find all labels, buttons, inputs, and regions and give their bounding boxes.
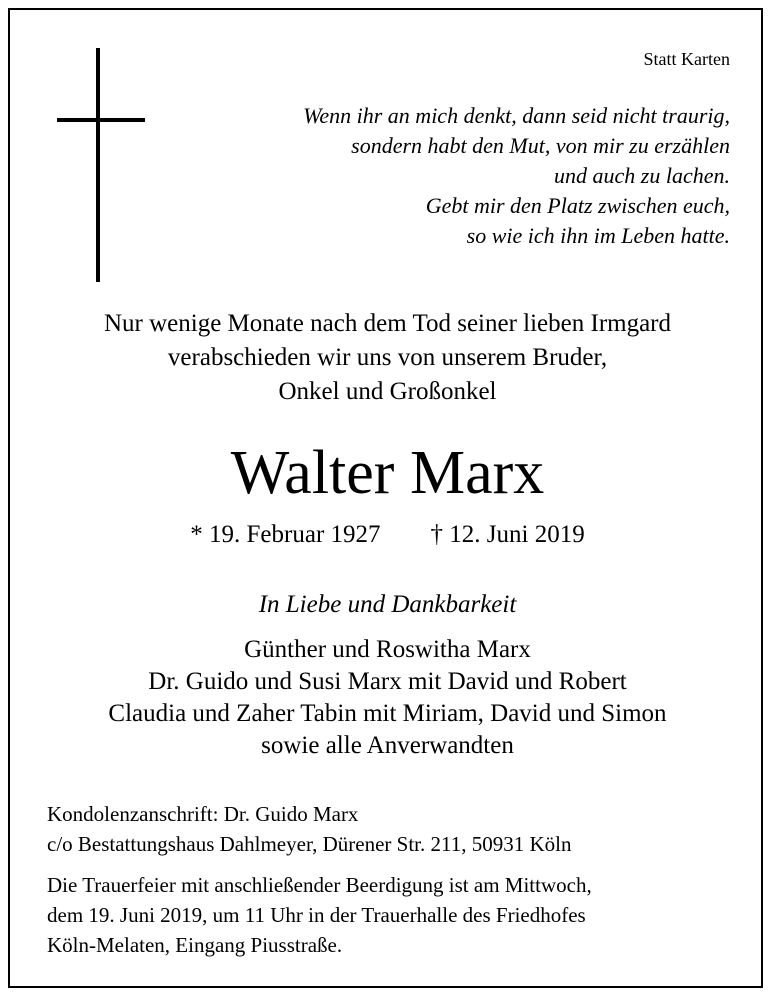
poem: [170, 101, 730, 251]
poem-line: Wenn ihr an mich denkt, dann seid nicht traurig,: [303, 103, 730, 128]
ceremony-line: Köln-Melaten, Eingang Piusstraße.: [47, 933, 343, 957]
intro-line: Nur wenige Monate nach dem Tod seiner lieben Irmgard: [103, 310, 672, 337]
intro-line: verabschieden wir uns von unserem Bruder,: [167, 344, 608, 371]
mourners-list: [0, 634, 775, 762]
address-line: Kondolenzanschrift: Dr. Guido Marx: [47, 802, 359, 826]
poem-line: so wie ich ihn im Leben hatte.: [466, 223, 730, 248]
ceremony-line: dem 19. Juni 2019, um 11 Uhr in der Trauerhalle des Friedhofes: [47, 903, 586, 927]
statt-karten-note: Statt Karten: [643, 49, 730, 69]
poem-line: sondern habt den Mut, von mir zu erzählen: [351, 133, 730, 158]
mourner-line: sowie alle Anverwandten: [261, 732, 514, 759]
life-dates: [0, 517, 775, 553]
ceremony-line: Die Trauerfeier mit anschließender Beerdigung ist am Mittwoch,: [47, 873, 592, 897]
poem-line: und auch zu lachen.: [554, 163, 730, 188]
mourner-line: Dr. Guido und Susi Marx mit David und Robert: [148, 668, 627, 695]
ceremony-info: [47, 870, 592, 960]
poem-line: Gebt mir den Platz zwischen euch,: [425, 193, 730, 218]
closing-phrase: In Liebe und Dankbarkeit: [258, 591, 517, 618]
death-date: † 12. Juni 2019: [430, 521, 585, 548]
mourner-line: Günther und Roswitha Marx: [244, 636, 531, 663]
deceased-name: Walter Marx: [230, 439, 545, 507]
mourner-line: Claudia und Zaher Tabin mit Miriam, David und Simon: [108, 700, 667, 727]
condolence-address: [47, 799, 571, 859]
cross-vertical-bar: [96, 48, 100, 282]
address-line: c/o Bestattungshaus Dahlmeyer, Dürener Str. 211, 50931 Köln: [47, 832, 572, 856]
cross-horizontal-bar: [57, 118, 145, 122]
birth-date: * 19. Februar 1927: [190, 521, 381, 548]
intro-text: [0, 307, 775, 409]
intro-line: Onkel und Großonkel: [278, 378, 497, 405]
